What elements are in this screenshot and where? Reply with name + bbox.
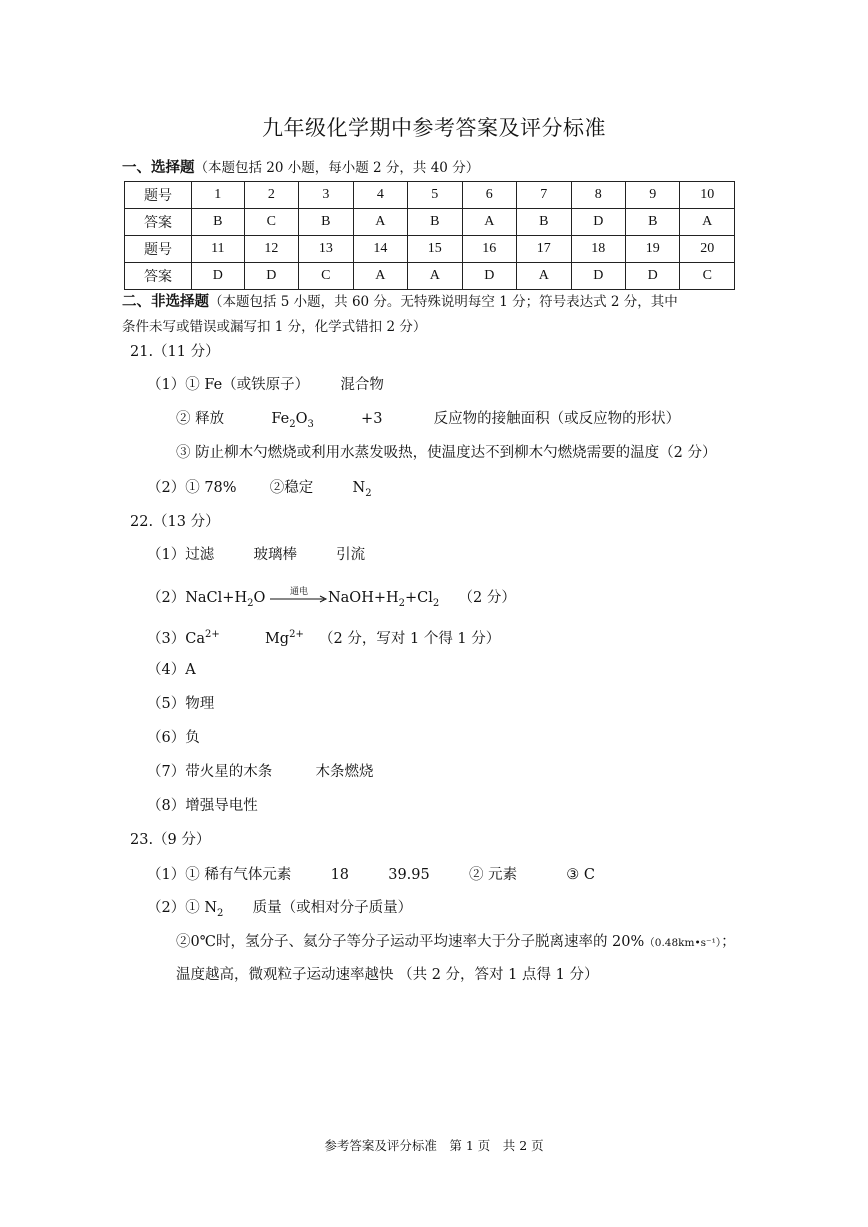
table-cell: D	[192, 263, 245, 290]
table-cell: A	[680, 209, 735, 236]
q22-line3: $(3)Ca^{2+}$ $Mg^{2+}$ （2 分，写对 1 个得 1 分）	[147, 629, 501, 647]
table-cell: 14	[353, 236, 407, 263]
q22-answer-rod: 玻璃棒	[253, 547, 297, 563]
table-cell: C	[244, 209, 298, 236]
a-label: 答案	[125, 209, 192, 236]
table-cell: B	[408, 209, 462, 236]
q21-answer-fe: （1）① Fe（或铁原子）	[147, 377, 310, 393]
table-cell: B	[192, 209, 245, 236]
q22-line8: （8）增强导电性	[147, 798, 258, 814]
q21-answer-n2: $N_2$	[352, 480, 372, 499]
q22-score: （2 分）	[458, 590, 516, 606]
table-cell: B	[517, 209, 571, 236]
q21-answer-valence: +3	[361, 411, 383, 427]
table-cell: A	[408, 263, 462, 290]
q22-line7: （7）带火星的木条 木条燃烧	[147, 764, 374, 780]
q21-answer-mixture: 混合物	[340, 377, 384, 393]
q23-line4: 温度越高，微观粒子运动速率越快 （共 2 分，答对 1 点得 1 分）	[176, 967, 599, 983]
table-cell: D	[626, 263, 680, 290]
q22-line3-note: （2 分，写对 1 个得 1 分）	[319, 630, 501, 647]
table-cell: 13	[299, 236, 353, 263]
q-label: 题号	[125, 236, 192, 263]
q22-line4: （4）A	[147, 662, 196, 678]
q22-line1	[147, 544, 365, 566]
section2-label: 二、非选择题	[122, 293, 209, 310]
table-cell: D	[571, 209, 625, 236]
q21-line1	[147, 374, 384, 396]
table-cell: 3	[299, 182, 353, 209]
reaction-condition: 通电	[289, 587, 308, 597]
table-cell: B	[626, 209, 680, 236]
answer-table	[124, 181, 735, 290]
table-cell: C	[299, 263, 353, 290]
table-cell: 6	[462, 182, 516, 209]
table-cell: 19	[626, 236, 680, 263]
table-cell: 12	[244, 236, 298, 263]
q22-line2-equation: $(2)NaCl+H_2O$ 通电 $NaOH+H_2+Cl_2$ （2 分）	[147, 587, 516, 615]
section1-note: （本题包括 20 小题，每小题 2 分，共 40 分）	[194, 160, 480, 176]
page-footer: 参考答案及评分标准 第 1 页 共 2 页	[324, 1138, 544, 1153]
q21-heading: 21.（11 分）	[130, 344, 220, 360]
table-cell: 1	[192, 182, 245, 209]
q21-answer-surface: 反应物的接触面积（或反应物的形状）	[433, 411, 681, 427]
q22-heading: 22.（13 分）	[130, 514, 220, 530]
section2-note-2: 条件未写或错误或漏写扣 1 分，化学式错扣 2 分）	[122, 319, 427, 335]
table-row	[125, 182, 735, 209]
q-label: 题号	[125, 182, 192, 209]
table-cell: 5	[408, 182, 462, 209]
table-cell: 2	[244, 182, 298, 209]
table-cell: 8	[571, 182, 625, 209]
table-row	[125, 209, 735, 236]
table-cell: A	[353, 209, 407, 236]
q23-line1: （1）① 稀有气体元素 18 39.95 ② 元素 ③ C	[147, 867, 595, 883]
q22-answer-guide: 引流	[336, 547, 366, 563]
table-cell: A	[462, 209, 516, 236]
q21-answer-stable: ②稳定	[269, 480, 314, 496]
table-cell: 16	[462, 236, 516, 263]
reaction-arrow-icon	[270, 589, 328, 607]
table-cell: 15	[408, 236, 462, 263]
section1-heading	[122, 155, 479, 181]
a-label: 答案	[125, 263, 192, 290]
q21-line4	[147, 477, 372, 505]
table-cell: 17	[517, 236, 571, 263]
table-cell: 20	[680, 236, 735, 263]
q23-line2: （2）① $N_2$ 质量（或相对分子质量）	[147, 900, 413, 919]
table-cell: D	[571, 263, 625, 290]
q21-answer-78: （2）① 78%	[147, 480, 237, 496]
q23-line3: ②0℃时，氢分子、氦分子等分子运动平均速率大于分子脱离速率的 20%（0.48km•s⁻¹）；	[176, 934, 736, 950]
table-cell: D	[462, 263, 516, 290]
table-cell: A	[353, 263, 407, 290]
table-cell: 11	[192, 236, 245, 263]
table-cell: 4	[353, 182, 407, 209]
section1-label: 一、选择题	[122, 159, 195, 176]
q21-answer-release: ② 释放	[176, 411, 225, 427]
table-cell: 18	[571, 236, 625, 263]
table-cell: D	[244, 263, 298, 290]
q22-line6: （6）负	[147, 730, 200, 746]
table-row	[125, 263, 735, 290]
table-cell: 10	[680, 182, 735, 209]
table-cell: 9	[626, 182, 680, 209]
table-cell: A	[517, 263, 571, 290]
section2-note-1: （本题包括 5 小题，共 60 分。无特殊说明每空 1 分；符号表达式 2 分，其中	[209, 294, 678, 310]
q22-answer-filter: （1）过滤	[147, 547, 215, 563]
table-cell: B	[299, 209, 353, 236]
table-cell: C	[680, 263, 735, 290]
q21-line2	[176, 408, 680, 436]
q23-heading: 23.（9 分）	[130, 832, 211, 848]
section2-heading	[122, 289, 747, 340]
table-row	[125, 236, 735, 263]
q21-answer-formula: $Fe_2O_3$	[271, 411, 314, 430]
q21-line3: ③ 防止柳木勺燃烧或利用水蒸发吸热，使温度达不到柳木勺燃烧需要的温度（2 分）	[176, 445, 717, 461]
table-cell: 7	[517, 182, 571, 209]
page-title: 九年级化学期中参考答案及评分标准	[262, 116, 606, 140]
q22-line5: （5）物理	[147, 696, 215, 712]
